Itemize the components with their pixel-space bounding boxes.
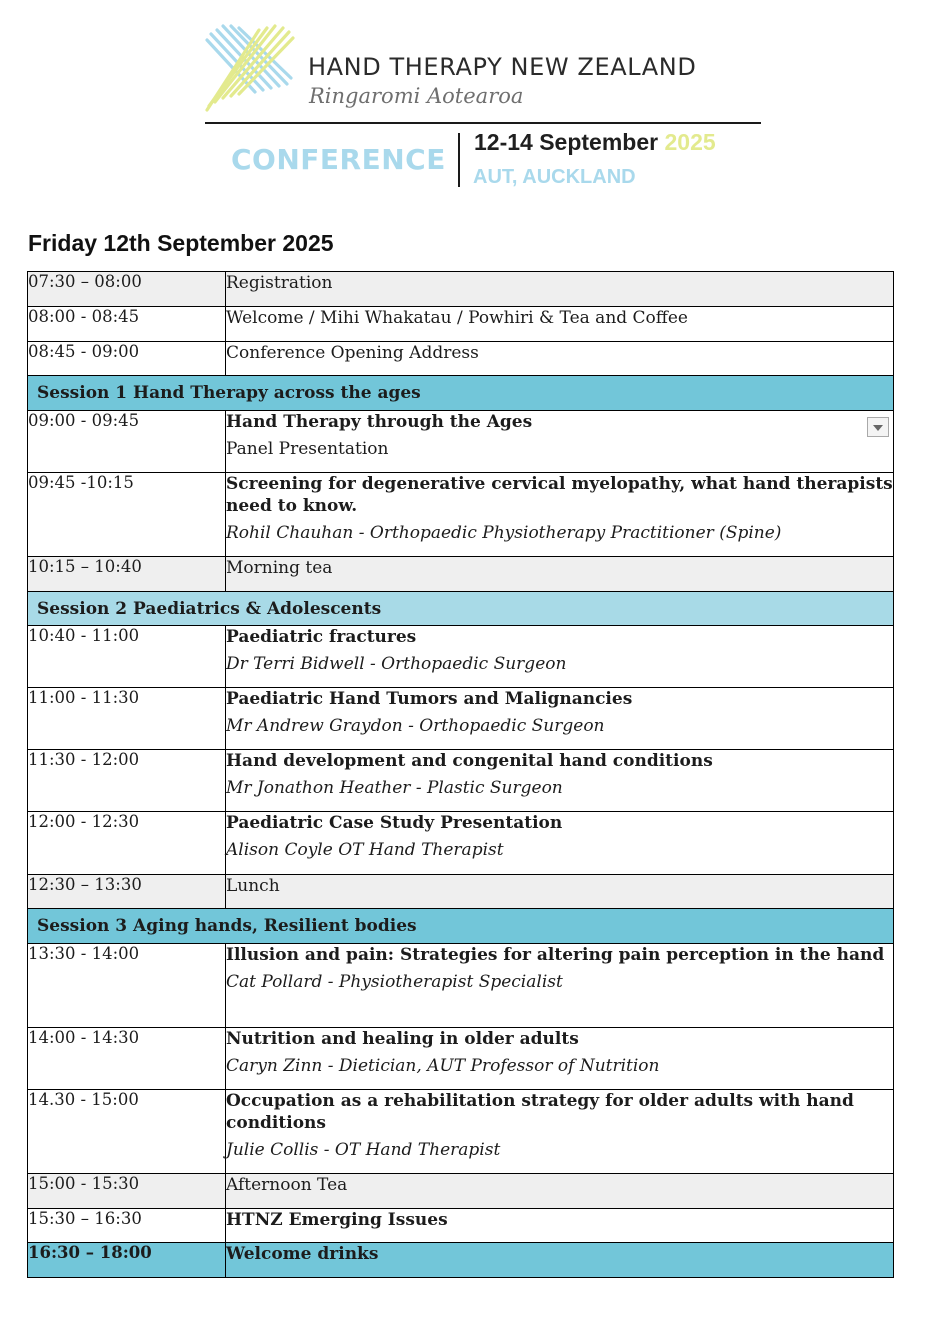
org-subtitle: Ringaromi Aotearoa xyxy=(309,84,524,108)
header-divider xyxy=(205,122,761,124)
talk-title: Occupation as a rehabilitation strategy for older adults with hand conditions xyxy=(226,1091,854,1133)
event-cell xyxy=(226,688,894,750)
event-text: Registration xyxy=(226,273,333,293)
table-row xyxy=(28,750,894,812)
table-row xyxy=(28,1209,894,1243)
talk-title: Screening for degenerative cervical myelopathy, what hand therapists need to know. xyxy=(226,474,893,516)
time-cell: 12:00 - 12:30 xyxy=(28,812,226,875)
talk-title: Nutrition and healing in older adults xyxy=(226,1029,579,1049)
time-cell: 14:00 - 14:30 xyxy=(28,1028,226,1090)
session-title: Session 3 Aging hands, Resilient bodies xyxy=(28,909,894,944)
event-text: Afternoon Tea xyxy=(226,1175,348,1195)
event-cell xyxy=(226,342,894,376)
talk-title: Paediatric Case Study Presentation xyxy=(226,813,563,833)
woven-hands-logo-icon xyxy=(203,24,295,112)
session-header-row xyxy=(28,909,894,944)
table-row xyxy=(28,1243,894,1278)
table-row xyxy=(28,812,894,875)
event-cell xyxy=(226,1174,894,1209)
talk-title: Paediatric Hand Tumors and Malignancies xyxy=(226,689,633,709)
schedule-table xyxy=(27,271,894,1278)
session-header-row xyxy=(28,592,894,626)
event-cell xyxy=(226,557,894,592)
speaker: Mr Jonathon Heather - Plastic Surgeon xyxy=(226,778,563,798)
event-cell xyxy=(226,307,894,342)
speaker: Caryn Zinn - Dietician, AUT Professor of Nutrition xyxy=(226,1056,660,1076)
time-cell: 09:45 -10:15 xyxy=(28,473,226,557)
table-row xyxy=(28,944,894,1028)
event-cell xyxy=(226,944,894,1028)
event-cell xyxy=(226,272,894,307)
conference-label: CONFERENCE xyxy=(231,143,446,176)
table-row xyxy=(28,557,894,592)
speaker: Rohil Chauhan - Orthopaedic Physiotherapy Practitioner (Spine) xyxy=(226,523,782,543)
session-title: Session 1 Hand Therapy across the ages xyxy=(28,376,894,411)
talk-title: Welcome drinks xyxy=(226,1244,379,1264)
speaker: Dr Terri Bidwell - Orthopaedic Surgeon xyxy=(226,654,567,674)
time-cell: 08:45 - 09:00 xyxy=(28,342,226,376)
event-cell xyxy=(226,1209,894,1243)
table-row xyxy=(28,1090,894,1174)
conference-dates xyxy=(474,129,716,156)
conference-date-range: 12-14 September xyxy=(474,129,659,155)
table-row xyxy=(28,411,894,473)
time-cell: 13:30 - 14:00 xyxy=(28,944,226,1028)
event-cell xyxy=(226,473,894,557)
time-cell: 15:00 - 15:30 xyxy=(28,1174,226,1209)
table-row xyxy=(28,875,894,909)
event-text: Lunch xyxy=(226,876,280,896)
conference-divider xyxy=(458,133,460,187)
time-cell: 11:00 - 11:30 xyxy=(28,688,226,750)
conference-year: 2025 xyxy=(664,129,716,155)
event-cell xyxy=(226,1090,894,1174)
table-row xyxy=(28,1174,894,1209)
table-row xyxy=(28,1028,894,1090)
time-cell: 11:30 - 12:00 xyxy=(28,750,226,812)
talk-title: Illusion and pain: Strategies for altering pain perception in the hand xyxy=(226,945,885,965)
event-cell xyxy=(226,626,894,688)
time-cell: 16:30 – 18:00 xyxy=(28,1243,226,1278)
day-heading: Friday 12th September 2025 xyxy=(28,230,334,256)
session-title: Session 2 Paediatrics & Adolescents xyxy=(28,592,894,626)
event-text: Morning tea xyxy=(226,558,333,578)
session-header-row xyxy=(28,376,894,411)
talk-subtitle: Panel Presentation xyxy=(226,439,389,459)
time-cell: 09:00 - 09:45 xyxy=(28,411,226,473)
table-row xyxy=(28,342,894,376)
time-cell: 14.30 - 15:00 xyxy=(28,1090,226,1174)
event-cell xyxy=(226,875,894,909)
event-text: Conference Opening Address xyxy=(226,343,479,363)
event-cell xyxy=(226,1028,894,1090)
time-cell: 10:40 - 11:00 xyxy=(28,626,226,688)
table-row xyxy=(28,688,894,750)
event-cell xyxy=(226,812,894,875)
time-cell: 15:30 – 16:30 xyxy=(28,1209,226,1243)
org-title: HAND THERAPY NEW ZEALAND xyxy=(308,53,697,81)
table-row xyxy=(28,626,894,688)
event-text: Welcome / Mihi Whakatau / Powhiri & Tea and Coffee xyxy=(226,308,688,328)
event-cell xyxy=(226,1243,894,1278)
time-cell: 08:00 - 08:45 xyxy=(28,307,226,342)
speaker: Cat Pollard - Physiotherapist Specialist xyxy=(226,972,563,992)
speaker: Julie Collis - OT Hand Therapist xyxy=(226,1140,501,1160)
talk-title: Hand Therapy through the Ages xyxy=(226,412,533,432)
time-cell: 10:15 – 10:40 xyxy=(28,557,226,592)
time-cell: 12:30 – 13:30 xyxy=(28,875,226,909)
table-row xyxy=(28,473,894,557)
talk-title: HTNZ Emerging Issues xyxy=(226,1210,448,1230)
speaker: Alison Coyle OT Hand Therapist xyxy=(226,840,504,860)
table-row xyxy=(28,272,894,307)
table-row xyxy=(28,307,894,342)
speaker: Mr Andrew Graydon - Orthopaedic Surgeon xyxy=(226,716,605,736)
talk-title: Paediatric fractures xyxy=(226,627,417,647)
time-cell: 07:30 – 08:00 xyxy=(28,272,226,307)
event-cell xyxy=(226,750,894,812)
event-cell xyxy=(226,411,894,473)
talk-title: Hand development and congenital hand conditions xyxy=(226,751,713,771)
conference-venue: AUT, AUCKLAND xyxy=(473,166,636,188)
dropdown-chevron-down-icon[interactable] xyxy=(867,417,889,437)
